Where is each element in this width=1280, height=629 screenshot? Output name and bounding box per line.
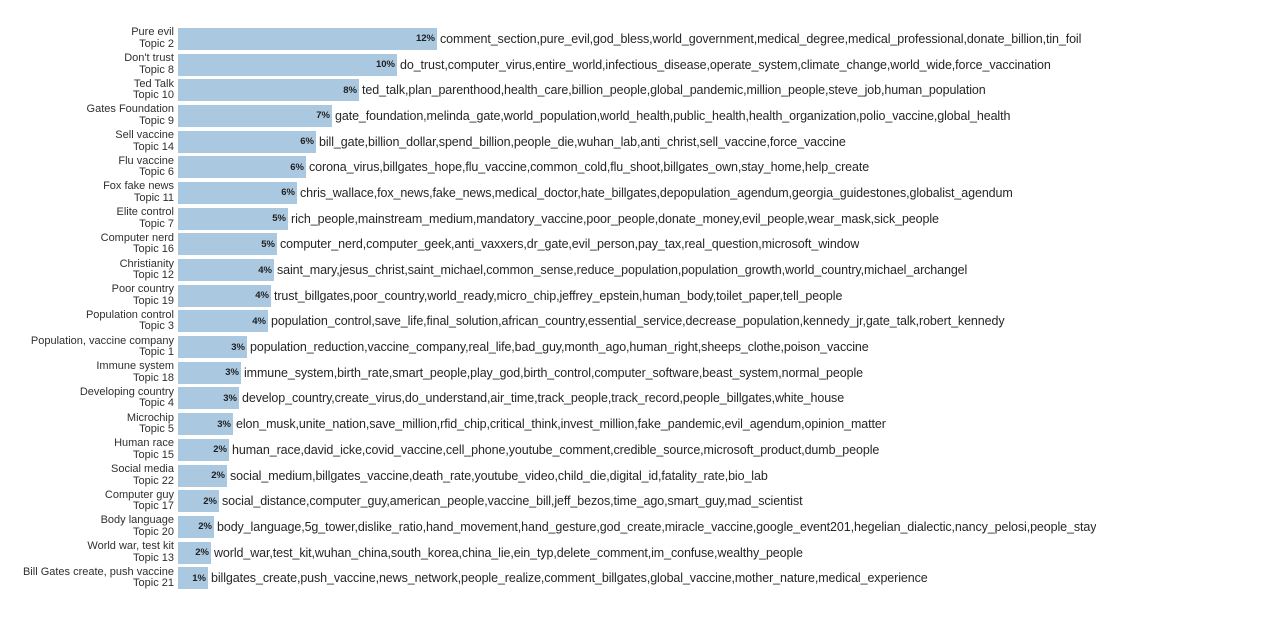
topic-id: Topic 18 <box>133 371 174 384</box>
topic-bar <box>178 362 241 384</box>
topic-bar-chart <box>0 26 1280 591</box>
bar-track <box>178 54 1280 76</box>
topic-percent-label: 2% <box>213 444 227 456</box>
topic-bar <box>178 105 332 127</box>
topic-label-block <box>0 27 178 50</box>
table-row <box>0 77 1280 103</box>
topic-keywords: gate_foundation,melinda_gate,world_population,world_health,public_health,health_organization,polio_vaccine,global_health <box>335 108 1011 123</box>
topic-label-block <box>0 104 178 127</box>
topic-name: Developing country <box>79 385 174 398</box>
topic-label-block <box>0 259 178 282</box>
topic-keywords: develop_country,create_virus,do_understand,air_time,track_people,track_record,people_billgates,white_house <box>242 391 845 406</box>
topic-name: Body language <box>100 514 174 527</box>
topic-id: Topic 5 <box>139 423 174 436</box>
topic-keywords: population_reduction,vaccine_company,real_life,bad_guy,month_ago,human_right,sheeps_clothe,poison_vaccine <box>250 340 869 355</box>
topic-keywords: comment_section,pure_evil,god_bless,world_government,medical_degree,medical_professional,donate_billion,tin_foil <box>440 31 1082 46</box>
topic-label-block <box>0 490 178 513</box>
topic-bar <box>178 567 208 589</box>
topic-percent-label: 2% <box>198 521 212 533</box>
topic-bar <box>178 156 306 178</box>
bar-track <box>178 336 1280 358</box>
topic-keywords: ted_talk,plan_parenthood,health_care,billion_people,global_pandemic,million_people,steve_job,human_population <box>362 83 986 98</box>
topic-bar <box>178 79 359 101</box>
topic-keywords: bill_gate,billion_dollar,spend_billion,people_die,wuhan_lab,anti_christ,sell_vaccine,force_vaccine <box>319 134 846 149</box>
topic-label-block <box>0 567 178 590</box>
topic-name: Don't trust <box>124 52 174 65</box>
table-row <box>0 334 1280 360</box>
topic-keywords: elon_musk,unite_nation,save_million,rfid_chip,critical_think,invest_million,fake_pandemic,evil_agendum,opinion_matter <box>236 417 886 432</box>
topic-id: Topic 20 <box>133 525 174 538</box>
topic-keywords: billgates_create,push_vaccine,news_network,people_realize,comment_billgates,global_vaccine,mother_nature,medical_experience <box>211 571 928 586</box>
topic-id: Topic 11 <box>133 191 174 204</box>
table-row <box>0 437 1280 463</box>
bar-track <box>178 79 1280 101</box>
topic-keywords: computer_nerd,computer_geek,anti_vaxxers,dr_gate,evil_person,pay_tax,real_question,microsoft_window <box>280 237 860 252</box>
topic-label-block <box>0 515 178 538</box>
topic-name: Fox fake news <box>103 180 174 193</box>
topic-id: Topic 13 <box>133 551 174 564</box>
topic-percent-label: 2% <box>203 495 217 507</box>
topic-name: Pure evil <box>131 26 174 39</box>
bar-track <box>178 362 1280 384</box>
topic-percent-label: 3% <box>225 367 239 379</box>
topic-bar <box>178 413 233 435</box>
topic-label-block <box>0 53 178 76</box>
topic-name: Poor country <box>111 283 174 296</box>
topic-name: Population control <box>85 308 174 321</box>
topic-percent-label: 1% <box>192 572 206 584</box>
topic-bar <box>178 516 214 538</box>
bar-track <box>178 413 1280 435</box>
bar-track <box>178 259 1280 281</box>
topic-name: Population, vaccine company <box>30 334 174 347</box>
topic-keywords: do_trust,computer_virus,entire_world,infectious_disease,operate_system,climate_change,world_wide,force_vaccination <box>400 57 1051 72</box>
topic-id: Topic 17 <box>133 500 174 513</box>
topic-percent-label: 5% <box>261 238 275 250</box>
topic-label-block <box>0 438 178 461</box>
bar-track <box>178 156 1280 178</box>
table-row <box>0 129 1280 155</box>
table-row <box>0 463 1280 489</box>
topic-id: Topic 8 <box>139 63 174 76</box>
topic-percent-label: 10% <box>375 59 395 71</box>
table-row <box>0 488 1280 514</box>
topic-name: Elite control <box>116 206 174 219</box>
topic-bar <box>178 465 227 487</box>
topic-name: Human race <box>114 437 174 450</box>
topic-label-block <box>0 541 178 564</box>
topic-percent-label: 3% <box>231 341 245 353</box>
table-row <box>0 283 1280 309</box>
topic-name: World war, test kit <box>87 540 174 553</box>
table-row <box>0 257 1280 283</box>
topic-keywords: chris_wallace,fox_news,fake_news,medical_doctor,hate_billgates,depopulation_agendum,georgia_guidestones,globalist_agendum <box>300 185 1013 200</box>
topic-percent-label: 3% <box>223 392 237 404</box>
bar-track <box>178 182 1280 204</box>
topic-bar <box>178 310 268 332</box>
topic-name: Christianity <box>119 257 174 270</box>
topic-keywords: body_language,5g_tower,dislike_ratio,hand_movement,hand_gesture,god_create,miracle_vaccine,google_event201,hegelian_dialectic,nancy_pelosi,people_stay <box>217 519 1097 534</box>
bar-track <box>178 285 1280 307</box>
topic-label-block <box>0 310 178 333</box>
topic-bar <box>178 28 437 50</box>
topic-percent-label: 12% <box>415 33 435 45</box>
topic-keywords: corona_virus,billgates_hope,flu_vaccine,common_cold,flu_shoot,billgates_own,stay_home,help_create <box>309 160 870 175</box>
topic-name: Ted Talk <box>133 77 174 90</box>
topic-name: Gates Foundation <box>86 103 174 116</box>
topic-keywords: population_control,save_life,final_solution,african_country,essential_service,decrease_population,kennedy_jr,gate_talk,robert_kennedy <box>271 314 1005 329</box>
bar-track <box>178 490 1280 512</box>
table-row <box>0 26 1280 52</box>
topic-name: Flu vaccine <box>118 154 174 167</box>
topic-label-block <box>0 207 178 230</box>
topic-bar <box>178 131 316 153</box>
topic-bar <box>178 233 277 255</box>
bar-track <box>178 387 1280 409</box>
topic-percent-label: 6% <box>290 161 304 173</box>
bar-track <box>178 28 1280 50</box>
topic-bar <box>178 490 219 512</box>
topic-name: Immune system <box>96 360 174 373</box>
topic-id: Topic 3 <box>139 320 174 333</box>
topic-label-block <box>0 156 178 179</box>
topic-id: Topic 10 <box>133 89 174 102</box>
topic-keywords: trust_billgates,poor_country,world_ready,micro_chip,jeffrey_epstein,human_body,toilet_paper,tell_people <box>274 288 843 303</box>
topic-name: Computer nerd <box>100 231 174 244</box>
topic-label-block <box>0 464 178 487</box>
bar-track <box>178 542 1280 564</box>
topic-percent-label: 4% <box>252 315 266 327</box>
table-row <box>0 540 1280 566</box>
topic-label-block <box>0 79 178 102</box>
topic-percent-label: 2% <box>211 470 225 482</box>
topic-keywords: world_war,test_kit,wuhan_china,south_korea,china_lie,ein_typ,delete_comment,im_confuse,wealthy_people <box>214 545 803 560</box>
topic-id: Topic 21 <box>133 577 174 590</box>
topic-name: Bill Gates create, push vaccine <box>22 565 174 578</box>
topic-id: Topic 7 <box>139 217 174 230</box>
topic-bar <box>178 208 288 230</box>
topic-bar <box>178 387 239 409</box>
bar-track <box>178 310 1280 332</box>
bar-track <box>178 516 1280 538</box>
topic-id: Topic 16 <box>133 243 174 256</box>
topic-id: Topic 14 <box>133 140 174 153</box>
topic-keywords: rich_people,mainstream_medium,mandatory_vaccine,poor_people,donate_money,evil_people,wear_mask,sick_people <box>291 211 939 226</box>
topic-label-block <box>0 233 178 256</box>
table-row <box>0 232 1280 258</box>
table-row <box>0 565 1280 591</box>
topic-id: Topic 12 <box>133 269 174 282</box>
bar-track <box>178 105 1280 127</box>
topic-keywords: human_race,david_icke,covid_vaccine,cell_phone,youtube_comment,credible_source,microsoft_product,dumb_people <box>232 442 880 457</box>
topic-name: Computer guy <box>104 488 174 501</box>
topic-percent-label: 5% <box>272 213 286 225</box>
topic-id: Topic 19 <box>133 294 174 307</box>
topic-name: Social media <box>111 463 174 476</box>
topic-id: Topic 1 <box>139 346 174 359</box>
table-row <box>0 180 1280 206</box>
bar-track <box>178 208 1280 230</box>
topic-percent-label: 3% <box>217 418 231 430</box>
topic-name: Sell vaccine <box>115 129 174 142</box>
topic-bar <box>178 336 247 358</box>
topic-id: Topic 15 <box>133 448 174 461</box>
topic-id: Topic 6 <box>139 166 174 179</box>
topic-percent-label: 8% <box>343 84 357 96</box>
topic-bar <box>178 182 297 204</box>
topic-id: Topic 22 <box>133 474 174 487</box>
topic-percent-label: 6% <box>281 187 295 199</box>
topic-label-block <box>0 361 178 384</box>
topic-percent-label: 7% <box>316 110 330 122</box>
topic-label-block <box>0 336 178 359</box>
topic-keywords: immune_system,birth_rate,smart_people,play_god,birth_control,computer_software,beast_system,normal_people <box>244 365 863 380</box>
topic-label-block <box>0 181 178 204</box>
topic-name: Microchip <box>126 411 174 424</box>
bar-track <box>178 131 1280 153</box>
topic-percent-label: 2% <box>195 547 209 559</box>
topic-id: Topic 9 <box>139 114 174 127</box>
table-row <box>0 52 1280 78</box>
topic-label-block <box>0 130 178 153</box>
table-row <box>0 386 1280 412</box>
topic-bar <box>178 439 229 461</box>
topic-label-block <box>0 284 178 307</box>
topic-bar <box>178 259 274 281</box>
table-row <box>0 514 1280 540</box>
topic-bar <box>178 54 397 76</box>
table-row <box>0 411 1280 437</box>
topic-keywords: social_medium,billgates_vaccine,death_rate,youtube_video,child_die,digital_id,fatality_rate,bio_lab <box>230 468 768 483</box>
bar-track <box>178 439 1280 461</box>
table-row <box>0 360 1280 386</box>
topic-keywords: social_distance,computer_guy,american_people,vaccine_bill,jeff_bezos,time_ago,smart_guy,mad_scientist <box>222 494 803 509</box>
topic-keywords: saint_mary,jesus_christ,saint_michael,common_sense,reduce_population,population_growth,world_country,michael_archangel <box>277 263 968 278</box>
bar-track <box>178 233 1280 255</box>
topic-percent-label: 6% <box>300 136 314 148</box>
topic-id: Topic 2 <box>139 37 174 50</box>
bar-track <box>178 465 1280 487</box>
table-row <box>0 154 1280 180</box>
topic-label-block <box>0 413 178 436</box>
table-row <box>0 103 1280 129</box>
topic-percent-label: 4% <box>255 290 269 302</box>
topic-label-block <box>0 387 178 410</box>
table-row <box>0 206 1280 232</box>
topic-bar <box>178 285 271 307</box>
topic-id: Topic 4 <box>139 397 174 410</box>
topic-percent-label: 4% <box>258 264 272 276</box>
table-row <box>0 309 1280 335</box>
topic-bar <box>178 542 211 564</box>
bar-track <box>178 567 1280 589</box>
